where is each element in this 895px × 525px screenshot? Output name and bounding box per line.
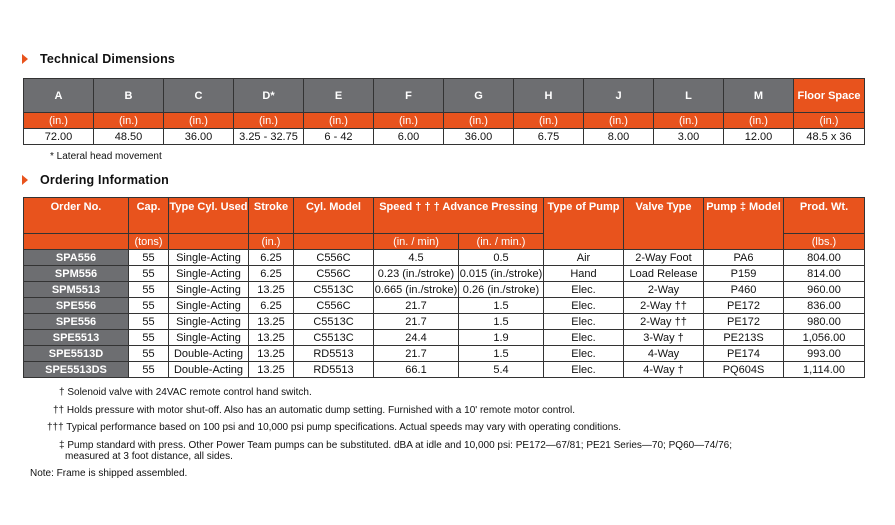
dims-header: D* <box>234 79 304 113</box>
header-order-no: Order No. <box>24 198 129 234</box>
table-cell: 1.5 <box>459 346 544 362</box>
table-cell: RD5513 <box>294 362 374 378</box>
table-cell: Single-Acting <box>169 298 249 314</box>
note-4b: measured at 3 foot distance, all sides. <box>65 451 233 462</box>
dims-value: 48.50 <box>94 129 164 145</box>
dims-value: 36.00 <box>164 129 234 145</box>
technical-dimensions-title <box>22 52 175 66</box>
table-cell: Elec. <box>544 330 624 346</box>
dims-value: 72.00 <box>24 129 94 145</box>
dims-header: F <box>374 79 444 113</box>
ordering-information-title-text: Ordering Information <box>40 173 169 187</box>
table-cell: 980.00 <box>784 314 865 330</box>
table-cell: 55 <box>129 266 169 282</box>
table-cell: Elec. <box>544 346 624 362</box>
table-cell: 0.23 (in./stroke) <box>374 266 459 282</box>
table-cell: 836.00 <box>784 298 865 314</box>
dims-header: C <box>164 79 234 113</box>
table-cell: 6.25 <box>249 250 294 266</box>
table-cell: 814.00 <box>784 266 865 282</box>
table-cell: PE174 <box>704 346 784 362</box>
dims-unit: (in.) <box>584 113 654 129</box>
table-cell: 21.7 <box>374 314 459 330</box>
header-speed: Speed † † † Advance Pressing <box>374 198 544 234</box>
table-cell: 0.26 (in./stroke) <box>459 282 544 298</box>
dims-values-row <box>24 129 865 145</box>
ordering-table <box>23 197 865 378</box>
table-cell: PE172 <box>704 298 784 314</box>
table-cell: 2-Way Foot <box>624 250 704 266</box>
ordering-information-title <box>22 173 169 187</box>
order-number-cell: SPE5513DS <box>24 362 129 378</box>
dims-units-row <box>24 113 865 129</box>
table-cell: Single-Acting <box>169 314 249 330</box>
dims-value: 8.00 <box>584 129 654 145</box>
units-cap: (tons) <box>129 234 169 250</box>
dims-header: B <box>94 79 164 113</box>
table-cell: 4.5 <box>374 250 459 266</box>
table-cell: 1.5 <box>459 298 544 314</box>
table-cell: 66.1 <box>374 362 459 378</box>
table-cell: 2-Way <box>624 282 704 298</box>
dims-header: A <box>24 79 94 113</box>
note-4: ‡ Pump standard with press. Other Power Team pumps can be substituted. dBA at idle and 10,000 psi: PE172—67/81; PE21 Series—70; PQ60—74/76; <box>59 440 732 451</box>
units-speed-pressing: (in. / min.) <box>459 234 544 250</box>
order-number-cell: SPE556 <box>24 298 129 314</box>
table-cell: 6.25 <box>249 298 294 314</box>
dims-value: 48.5 x 36 <box>794 129 865 145</box>
header-prod-wt: Prod. Wt. <box>784 198 865 234</box>
orange-bullet-icon <box>22 175 28 185</box>
table-cell: Elec. <box>544 282 624 298</box>
table-cell: 21.7 <box>374 298 459 314</box>
table-cell: 960.00 <box>784 282 865 298</box>
table-cell: 13.25 <box>249 362 294 378</box>
order-number-cell: SPE556 <box>24 314 129 330</box>
dims-unit: (in.) <box>164 113 234 129</box>
dims-header: Floor Space <box>794 79 865 113</box>
dims-unit: (in.) <box>234 113 304 129</box>
units-wt: (lbs.) <box>784 234 865 250</box>
orange-bullet-icon <box>22 54 28 64</box>
table-cell: Single-Acting <box>169 250 249 266</box>
header-type-cyl: Type Cyl. Used <box>169 198 249 234</box>
dims-header: M <box>724 79 794 113</box>
dims-unit: (in.) <box>304 113 374 129</box>
table-row <box>24 330 865 346</box>
note-2: †† Holds pressure with motor shut-off. Also has an automatic dump setting. Furnished with a 10' remote motor control. <box>53 405 575 416</box>
table-row <box>24 282 865 298</box>
dims-value: 3.00 <box>654 129 724 145</box>
table-cell: C5513C <box>294 330 374 346</box>
dims-header: G <box>444 79 514 113</box>
table-cell: 2-Way †† <box>624 298 704 314</box>
units-stroke: (in.) <box>249 234 294 250</box>
dims-unit: (in.) <box>514 113 584 129</box>
table-cell: C556C <box>294 266 374 282</box>
order-number-cell: SPE5513 <box>24 330 129 346</box>
order-number-cell: SPE5513D <box>24 346 129 362</box>
table-cell: Single-Acting <box>169 330 249 346</box>
dims-value: 36.00 <box>444 129 514 145</box>
dims-value: 6.00 <box>374 129 444 145</box>
technical-dimensions-table <box>23 78 865 145</box>
dims-header-row <box>24 79 865 113</box>
table-cell: 4-Way <box>624 346 704 362</box>
table-row <box>24 346 865 362</box>
table-cell: Single-Acting <box>169 282 249 298</box>
table-cell: 24.4 <box>374 330 459 346</box>
table-cell: Hand <box>544 266 624 282</box>
table-cell: P460 <box>704 282 784 298</box>
dims-unit: (in.) <box>444 113 514 129</box>
units-order-blank <box>24 234 129 250</box>
order-number-cell: SPM5513 <box>24 282 129 298</box>
dims-unit: (in.) <box>94 113 164 129</box>
table-cell: C556C <box>294 298 374 314</box>
table-cell: 1,114.00 <box>784 362 865 378</box>
table-row <box>24 298 865 314</box>
table-cell: 55 <box>129 282 169 298</box>
header-valve-type: Valve Type <box>624 198 704 250</box>
table-cell: 0.015 (in./stroke) <box>459 267 543 280</box>
dims-value: 6 - 42 <box>304 129 374 145</box>
dims-value: 6.75 <box>514 129 584 145</box>
table-cell: 13.25 <box>249 314 294 330</box>
table-row <box>24 362 865 378</box>
note-1: † Solenoid valve with 24VAC remote control hand switch. <box>59 387 312 398</box>
note-3: ††† Typical performance based on 100 psi and 10,000 psi pump specifications. Actual speeds may vary with operating conditions. <box>47 422 622 433</box>
dims-unit: (in.) <box>654 113 724 129</box>
table-cell: C556C <box>294 250 374 266</box>
table-row <box>24 314 865 330</box>
units-speed-advance: (in. / min) <box>374 234 459 250</box>
table-cell: 13.25 <box>249 346 294 362</box>
table-cell: 4-Way † <box>624 362 704 378</box>
table-cell: 1.5 <box>459 314 544 330</box>
table-cell: 0.5 <box>459 250 544 266</box>
dims-unit: (in.) <box>24 113 94 129</box>
header-cap: Cap. <box>129 198 169 234</box>
table-row <box>24 266 865 282</box>
table-cell: PQ604S <box>704 362 784 378</box>
dims-unit: (in.) <box>374 113 444 129</box>
units-cyl-blank <box>294 234 374 250</box>
technical-dimensions-title-text: Technical Dimensions <box>40 52 176 66</box>
order-number-cell: SPA556 <box>24 250 129 266</box>
dims-value: 12.00 <box>724 129 794 145</box>
table-cell: Elec. <box>544 298 624 314</box>
table-cell: PE172 <box>704 314 784 330</box>
lateral-footnote: * Lateral head movement <box>50 151 162 162</box>
table-cell: 55 <box>129 362 169 378</box>
table-cell: 5.4 <box>459 362 544 378</box>
table-cell: 1,056.00 <box>784 330 865 346</box>
table-cell: P159 <box>704 266 784 282</box>
table-cell: Load Release <box>624 266 704 282</box>
table-cell: 1.9 <box>459 330 544 346</box>
units-type-blank <box>169 234 249 250</box>
table-cell: C5513C <box>294 314 374 330</box>
table-cell: 6.25 <box>249 266 294 282</box>
table-cell: 55 <box>129 250 169 266</box>
table-cell: 55 <box>129 330 169 346</box>
dims-unit: (in.) <box>724 113 794 129</box>
table-cell: Air <box>544 250 624 266</box>
table-cell: 2-Way †† <box>624 314 704 330</box>
table-cell: Double-Acting <box>169 346 249 362</box>
header-cyl-model: Cyl. Model <box>294 198 374 234</box>
ordering-body <box>24 250 865 378</box>
table-cell: 55 <box>129 346 169 362</box>
table-cell: 55 <box>129 314 169 330</box>
header-type-of-pump: Type of Pump <box>544 198 624 250</box>
dims-header: H <box>514 79 584 113</box>
dims-header: L <box>654 79 724 113</box>
table-cell: 13.25 <box>249 330 294 346</box>
table-cell: PE213S <box>704 330 784 346</box>
table-cell: Elec. <box>544 314 624 330</box>
dims-value: 3.25 - 32.75 <box>234 129 304 145</box>
table-row <box>24 250 865 266</box>
dims-unit: (in.) <box>794 113 865 129</box>
header-stroke: Stroke <box>249 198 294 234</box>
table-cell: 55 <box>129 298 169 314</box>
table-cell: 0.665 (in./stroke) <box>374 283 458 296</box>
dims-header: E <box>304 79 374 113</box>
table-cell: 13.25 <box>249 282 294 298</box>
order-number-cell: SPM556 <box>24 266 129 282</box>
header-pump-model: Pump ‡ Model <box>704 198 784 250</box>
note-frame: Note: Frame is shipped assembled. <box>30 468 188 479</box>
table-cell: 21.7 <box>374 346 459 362</box>
table-cell: Single-Acting <box>169 266 249 282</box>
table-cell: Elec. <box>544 362 624 378</box>
dims-header: J <box>584 79 654 113</box>
table-cell: PA6 <box>704 250 784 266</box>
table-cell: 3-Way † <box>624 330 704 346</box>
table-cell: RD5513 <box>294 346 374 362</box>
table-cell: 804.00 <box>784 250 865 266</box>
table-cell: C5513C <box>294 282 374 298</box>
table-cell: 993.00 <box>784 346 865 362</box>
table-cell: Double-Acting <box>169 362 249 378</box>
